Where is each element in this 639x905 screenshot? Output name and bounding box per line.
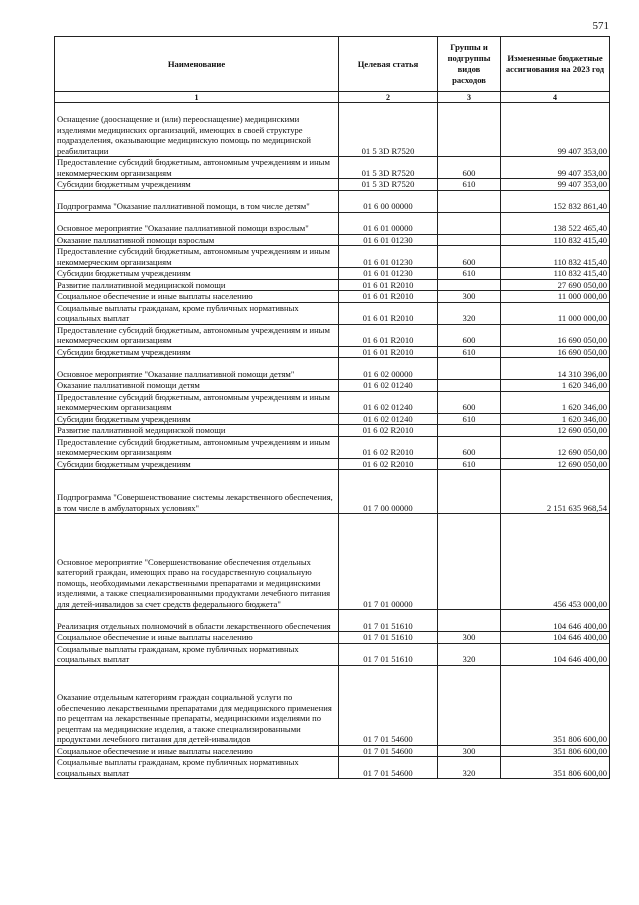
row-target-code: 01 5 3D R7520 (339, 157, 438, 179)
row-name: Субсидии бюджетным учреждениям (55, 179, 339, 191)
row-name: Реализация отдельных полномочий в области лекарственного обеспечения (55, 610, 339, 632)
row-name: Предоставление субсидий бюджетным, автономным учреждениям и иным некоммерческим организациям (55, 436, 339, 458)
table-row (55, 470, 610, 514)
row-target-code: 01 6 00 00000 (339, 190, 438, 212)
row-amount: 11 000 000,00 (501, 302, 610, 324)
row-name: Субсидии бюджетным учреждениям (55, 458, 339, 470)
row-name: Основное мероприятие "Совершенствование обеспечения отдельных категорий граждан, имеющих право на государственную социальную помощь, необходимыми лекарственными препаратами и медицинскими изделиями, а также специализированными продуктами лечебного питания для детей-инвалидов за счет средств федерального бюджета" (55, 514, 339, 610)
row-name: Оказание паллиативной помощи взрослым (55, 234, 339, 246)
table-row (55, 514, 610, 610)
table-row (55, 425, 610, 437)
row-name: Основное мероприятие "Оказание паллиативной помощи детям" (55, 358, 339, 380)
row-expense-group: 300 (438, 745, 501, 757)
table-row (55, 358, 610, 380)
row-name: Оказание паллиативной помощи детям (55, 380, 339, 392)
row-amount: 110 832 415,40 (501, 246, 610, 268)
row-target-code: 01 7 01 54600 (339, 745, 438, 757)
row-expense-group (438, 234, 501, 246)
header-amount: Измененные бюджетные ассигнования на 2023 год (501, 37, 610, 92)
table-row (55, 190, 610, 212)
row-target-code: 01 6 01 00000 (339, 212, 438, 234)
row-target-code: 01 6 01 R2010 (339, 302, 438, 324)
row-name: Предоставление субсидий бюджетным, автономным учреждениям и иным некоммерческим организациям (55, 157, 339, 179)
row-amount: 27 690 050,00 (501, 279, 610, 291)
row-amount: 12 690 050,00 (501, 436, 610, 458)
row-amount: 104 646 400,00 (501, 632, 610, 644)
row-target-code: 01 6 02 R2010 (339, 458, 438, 470)
row-name: Субсидии бюджетным учреждениям (55, 413, 339, 425)
row-target-code: 01 6 01 R2010 (339, 346, 438, 358)
header-groups: Группы и подгруппы видов расходов (438, 37, 501, 92)
row-expense-group: 600 (438, 436, 501, 458)
row-expense-group: 600 (438, 391, 501, 413)
row-target-code: 01 6 01 01230 (339, 246, 438, 268)
row-target-code: 01 6 01 R2010 (339, 324, 438, 346)
row-target-code: 01 5 3D R7520 (339, 179, 438, 191)
row-expense-group: 610 (438, 346, 501, 358)
row-amount: 99 407 353,00 (501, 179, 610, 191)
row-target-code: 01 6 02 00000 (339, 358, 438, 380)
row-expense-group (438, 190, 501, 212)
row-target-code: 01 6 01 01230 (339, 268, 438, 280)
column-number-row (55, 92, 610, 103)
row-amount: 12 690 050,00 (501, 458, 610, 470)
row-expense-group (438, 514, 501, 610)
table-row (55, 234, 610, 246)
row-amount: 104 646 400,00 (501, 610, 610, 632)
table-row (55, 302, 610, 324)
row-expense-group (438, 425, 501, 437)
table-row (55, 380, 610, 392)
row-target-code: 01 7 01 51610 (339, 632, 438, 644)
table-header-row (55, 37, 610, 92)
row-amount: 351 806 600,00 (501, 665, 610, 745)
row-amount: 99 407 353,00 (501, 157, 610, 179)
table-row (55, 413, 610, 425)
row-amount: 1 620 346,00 (501, 413, 610, 425)
header-name: Наименование (55, 37, 339, 92)
row-name: Основное мероприятие "Оказание паллиативной помощи взрослым" (55, 212, 339, 234)
row-target-code: 01 7 01 51610 (339, 643, 438, 665)
row-expense-group (438, 279, 501, 291)
header-target: Целевая статья (339, 37, 438, 92)
row-name: Социальное обеспечение и иные выплаты населению (55, 291, 339, 303)
row-name: Социальное обеспечение и иные выплаты населению (55, 745, 339, 757)
table-row (55, 665, 610, 745)
budget-table (54, 36, 610, 779)
row-target-code: 01 7 00 00000 (339, 470, 438, 514)
table-row (55, 157, 610, 179)
row-target-code: 01 7 01 54600 (339, 757, 438, 779)
table-row (55, 212, 610, 234)
row-expense-group (438, 665, 501, 745)
row-name: Развитие паллиативной медицинской помощи (55, 425, 339, 437)
row-amount: 12 690 050,00 (501, 425, 610, 437)
row-expense-group: 610 (438, 268, 501, 280)
table-row (55, 757, 610, 779)
row-name: Подпрограмма "Оказание паллиативной помощи, в том числе детям" (55, 190, 339, 212)
row-target-code: 01 6 01 R2010 (339, 291, 438, 303)
table-row (55, 279, 610, 291)
row-amount: 2 151 635 968,54 (501, 470, 610, 514)
row-expense-group: 610 (438, 413, 501, 425)
table-row (55, 346, 610, 358)
row-name: Подпрограмма "Совершенствование системы лекарственного обеспечения, в том числе в амбулаторных условиях" (55, 470, 339, 514)
row-amount: 104 646 400,00 (501, 643, 610, 665)
column-number: 2 (339, 92, 438, 103)
row-amount: 1 620 346,00 (501, 380, 610, 392)
row-target-code: 01 6 01 R2010 (339, 279, 438, 291)
row-target-code: 01 7 01 00000 (339, 514, 438, 610)
row-expense-group: 610 (438, 458, 501, 470)
row-expense-group: 320 (438, 757, 501, 779)
table-row (55, 291, 610, 303)
row-name: Социальные выплаты гражданам, кроме публичных нормативных социальных выплат (55, 757, 339, 779)
row-name: Социальные выплаты гражданам, кроме публичных нормативных социальных выплат (55, 643, 339, 665)
row-amount: 351 806 600,00 (501, 745, 610, 757)
row-expense-group: 610 (438, 179, 501, 191)
table-row (55, 268, 610, 280)
row-expense-group (438, 470, 501, 514)
row-name: Предоставление субсидий бюджетным, автономным учреждениям и иным некоммерческим организациям (55, 391, 339, 413)
row-amount: 1 620 346,00 (501, 391, 610, 413)
row-expense-group: 600 (438, 246, 501, 268)
row-amount: 138 522 465,40 (501, 212, 610, 234)
column-number: 4 (501, 92, 610, 103)
row-target-code: 01 6 02 R2010 (339, 436, 438, 458)
table-row (55, 745, 610, 757)
table-row (55, 610, 610, 632)
row-expense-group: 320 (438, 302, 501, 324)
table-row (55, 458, 610, 470)
row-target-code: 01 7 01 54600 (339, 665, 438, 745)
row-amount: 14 310 396,00 (501, 358, 610, 380)
row-expense-group: 320 (438, 643, 501, 665)
row-target-code: 01 7 01 51610 (339, 610, 438, 632)
table-row (55, 324, 610, 346)
table-row (55, 391, 610, 413)
row-name: Предоставление субсидий бюджетным, автономным учреждениям и иным некоммерческим организациям (55, 246, 339, 268)
row-expense-group (438, 212, 501, 234)
row-amount: 110 832 415,40 (501, 268, 610, 280)
row-expense-group: 600 (438, 157, 501, 179)
table-row (55, 436, 610, 458)
table-row (55, 103, 610, 157)
row-target-code: 01 6 02 01240 (339, 413, 438, 425)
row-amount: 16 690 050,00 (501, 324, 610, 346)
column-number: 3 (438, 92, 501, 103)
table-row (55, 643, 610, 665)
row-amount: 152 832 861,40 (501, 190, 610, 212)
row-target-code: 01 5 3D R7520 (339, 103, 438, 157)
table-row (55, 246, 610, 268)
row-name: Социальное обеспечение и иные выплаты населению (55, 632, 339, 644)
row-amount: 351 806 600,00 (501, 757, 610, 779)
row-amount: 99 407 353,00 (501, 103, 610, 157)
row-expense-group (438, 610, 501, 632)
row-expense-group: 300 (438, 632, 501, 644)
row-amount: 110 832 415,40 (501, 234, 610, 246)
table-row (55, 632, 610, 644)
row-name: Субсидии бюджетным учреждениям (55, 268, 339, 280)
row-target-code: 01 6 02 01240 (339, 380, 438, 392)
row-name: Предоставление субсидий бюджетным, автономным учреждениям и иным некоммерческим организациям (55, 324, 339, 346)
row-name: Оказание отдельным категориям граждан социальной услуги по обеспечению лекарственными препаратами для медицинского применения по рецептам на лекарственные препараты, медицинскими изделиями по рецептам на медицинские изделия, а также специализированными продуктами лечебного питания для детей-инвалидов (55, 665, 339, 745)
row-amount: 16 690 050,00 (501, 346, 610, 358)
row-expense-group: 600 (438, 324, 501, 346)
page-number: 571 (592, 20, 609, 32)
column-number: 1 (55, 92, 339, 103)
row-target-code: 01 6 02 01240 (339, 391, 438, 413)
row-amount: 11 000 000,00 (501, 291, 610, 303)
row-name: Социальные выплаты гражданам, кроме публичных нормативных социальных выплат (55, 302, 339, 324)
row-expense-group: 300 (438, 291, 501, 303)
row-expense-group (438, 380, 501, 392)
row-name: Субсидии бюджетным учреждениям (55, 346, 339, 358)
row-amount: 456 453 000,00 (501, 514, 610, 610)
row-name: Развитие паллиативной медицинской помощи (55, 279, 339, 291)
row-expense-group (438, 103, 501, 157)
row-expense-group (438, 358, 501, 380)
row-target-code: 01 6 01 01230 (339, 234, 438, 246)
row-target-code: 01 6 02 R2010 (339, 425, 438, 437)
table-row (55, 179, 610, 191)
row-name: Оснащение (дооснащение и (или) переоснащение) медицинскими изделиями медицинских организаций, имеющих в своей структуре подразделения, оказывающие медицинскую помощь по медицинской реабилитации (55, 103, 339, 157)
